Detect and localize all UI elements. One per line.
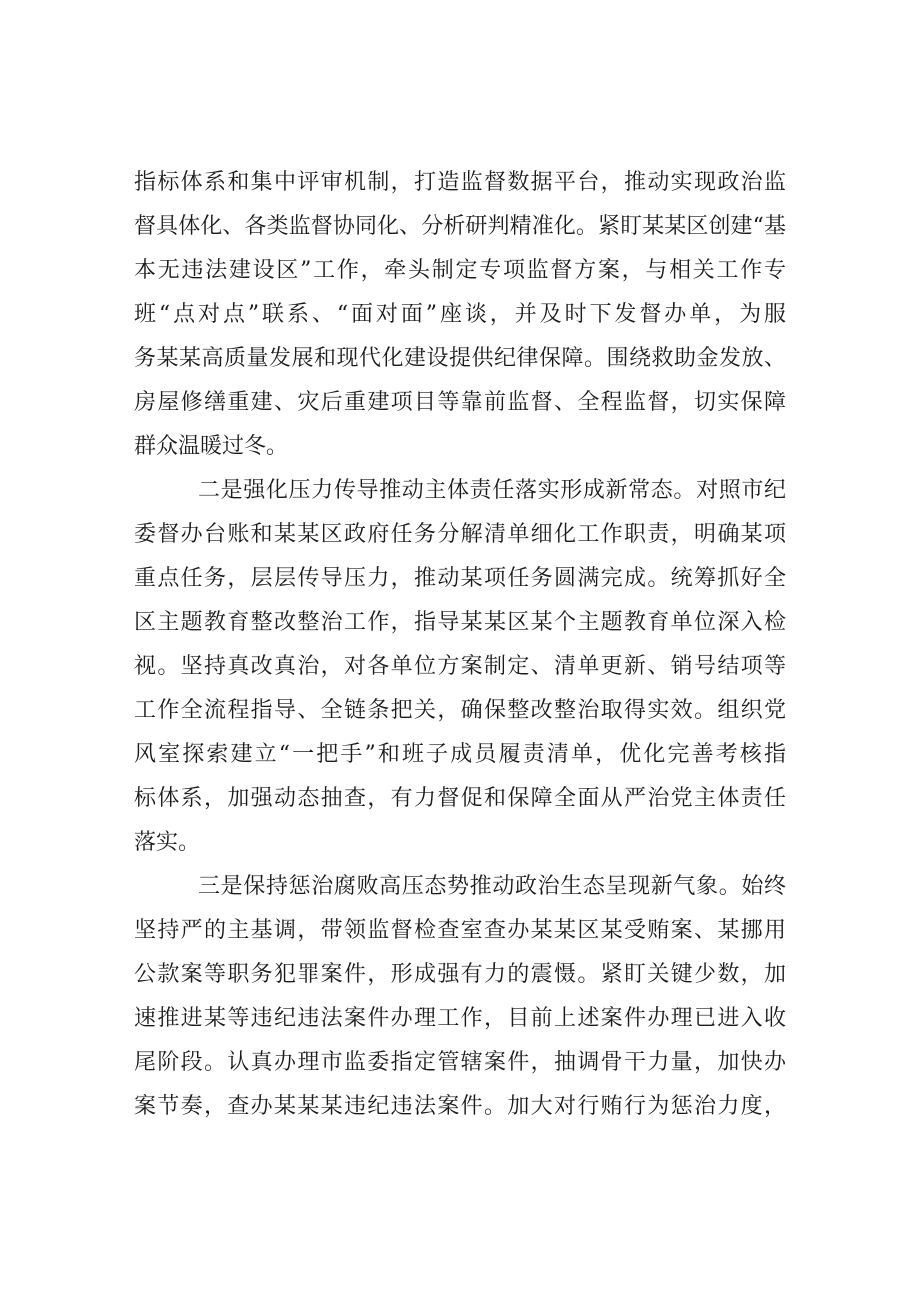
paragraph-2-line-3: 重点任务，层层传导压力，推动某项任务圆满完成。统筹抓好全 [134,566,786,591]
paragraph-3-line-5: 尾阶段。认真办理市监委指定管辖案件，抽调骨干力量，加快办 [134,1050,786,1075]
paragraph-2-line-8: 标体系，加强动态抽查，有力督促和保障全面从严治党主体责任 [134,786,786,811]
paragraph-1-line-3: 本无违法建设区”工作，牵头制定专项监督方案，与相关工作专 [134,258,786,283]
paragraph-1-line-7: 群众温暖过冬。 [134,434,289,459]
paragraph-1-line-6: 房屋修缮重建、灾后重建项目等靠前监督、全程监督，切实保障 [134,390,786,415]
paragraph-2-line-9: 落实。 [134,830,201,855]
paragraph-3-line-2: 坚持严的主基调，带领监督检查室查办某某区某受贿案、某挪用 [134,918,786,943]
paragraph-2-line-2: 委督办台账和某某区政府任务分解清单细化工作职责，明确某项 [134,522,786,547]
paragraph-3-line-3: 公款案等职务犯罪案件，形成强有力的震慑。紧盯关键少数，加 [134,962,786,987]
paragraph-2-line-1: 二是强化压力传导推动主体责任落实形成新常态。对照市纪 [198,478,786,503]
paragraph-3-line-1: 三是保持惩治腐败高压态势推动政治生态呈现新气象。始终 [198,874,786,899]
paragraph-1-line-2: 督具体化、各类监督协同化、分析研判精准化。紧盯某某区创建“基 [134,214,786,239]
paragraph-2-line-7: 风室探索建立“一把手”和班子成员履责清单，优化完善考核指 [134,742,786,767]
paragraph-1-line-1: 指标体系和集中评审机制，打造监督数据平台，推动实现政治监 [134,170,786,195]
paragraph-2-line-6: 工作全流程指导、全链条把关，确保整改整治取得实效。组织党 [134,698,786,723]
paragraph-2-line-4: 区主题教育整改整治工作，指导某某区某个主题教育单位深入检 [134,610,786,635]
paragraph-1-line-4: 班“点对点”联系、“面对面”座谈，并及时下发督办单，为服 [134,302,786,327]
paragraph-3-line-4: 速推进某等违纪违法案件办理工作，目前上述案件办理已进入收 [134,1006,786,1031]
paragraph-1-line-5: 务某某高质量发展和现代化建设提供纪律保障。围绕救助金发放、 [134,346,786,371]
paragraph-3-line-6: 案节奏，查办某某某违纪违法案件。加大对行贿行为惩治力度， [134,1094,786,1119]
paragraph-2-line-5: 视。坚持真改真治，对各单位方案制定、清单更新、销号结项等 [134,654,786,679]
